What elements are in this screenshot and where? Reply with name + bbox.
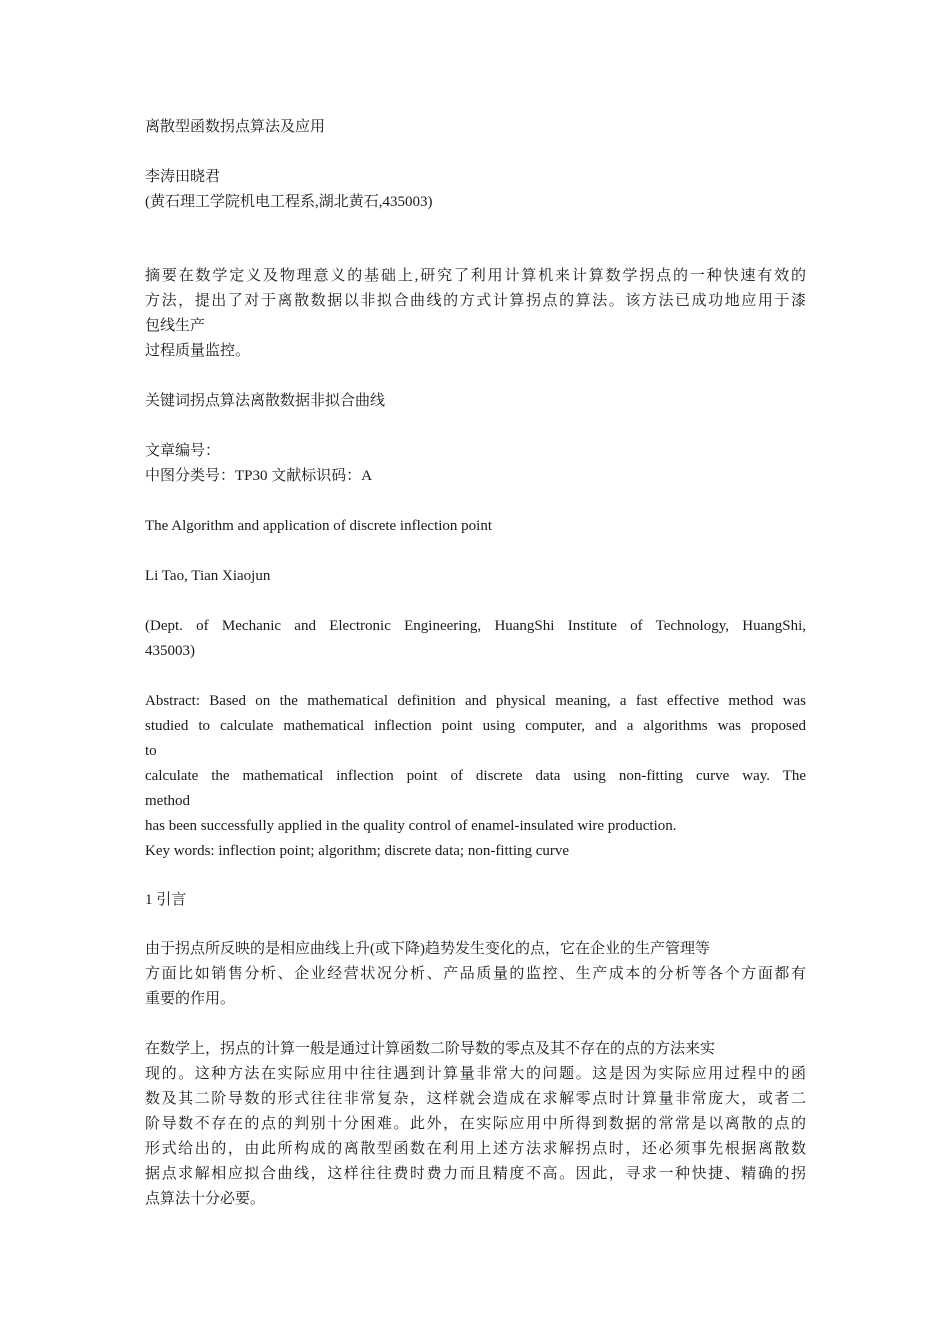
paragraph-2-line-1: 在数学上，拐点的计算一般是通过计算函数二阶导数的零点及其不存在的点的方法来实 xyxy=(145,1041,716,1057)
chinese-authors: 李涛田晓君 xyxy=(145,169,221,185)
paragraph-1-line-1: 由于拐点所反映的是相应曲线上升(或下降)趋势发生变化的点，它在企业的生产管理等 xyxy=(145,941,710,957)
section-heading: 1 引言 xyxy=(145,892,187,908)
chinese-title: 离散型函数拐点算法及应用 xyxy=(145,119,326,135)
english-abstract-line-1: Abstract: Based on the mathematical definition and physical meaning, a fast effective method was xyxy=(145,693,806,709)
paragraph-2-line-2: 现的。这种方法在实际应用中往往遇到计算量非常大的问题。这是因为实际应用过程中的函 xyxy=(145,1066,806,1082)
english-authors: Li Tao, Tian Xiaojun xyxy=(145,568,271,584)
paragraph-2-line-3: 数及其二阶导数的形式往往非常复杂，这样就会造成在求解零点时计算量非常庞大，或者二 xyxy=(145,1091,806,1107)
chinese-abstract-line-3: 包线生产 xyxy=(145,318,206,334)
chinese-abstract-line-1: 摘要在数学定义及物理意义的基础上,研究了利用计算机来计算数学拐点的一种快速有效的 xyxy=(145,268,806,284)
english-abstract-line-4: calculate the mathematical inflection point of discrete data using non-fitting curve way. The xyxy=(145,768,806,784)
english-abstract-line-3: to xyxy=(145,743,157,759)
chinese-abstract-line-2: 方法，提出了对于离散数据以非拟合曲线的方式计算拐点的算法。该方法已成功地应用于漆 xyxy=(145,293,806,309)
article-number: 文章编号： xyxy=(145,443,221,459)
english-abstract-line-5: method xyxy=(145,793,190,809)
paragraph-2-line-4: 阶导数不存在的点的判别十分困难。此外，在实际应用中所得到数据的常常是以离散的点的 xyxy=(145,1116,806,1132)
paragraph-1-line-2: 方面比如销售分析、企业经营状况分析、产品质量的监控、生产成本的分析等各个方面都有 xyxy=(145,966,806,982)
english-keywords: Key words: inflection point; algorithm; discrete data; non-fitting curve xyxy=(145,843,570,859)
english-affiliation-line-1: (Dept. of Mechanic and Electronic Engineering, HuangShi Institute of Technology, HuangShi, xyxy=(145,618,806,634)
english-abstract-line-6: has been successfully applied in the quality control of enamel-insulated wire production. xyxy=(145,818,677,834)
paragraph-2-line-6: 据点求解相应拟合曲线，这样往往费时费力而且精度不高。因此，寻求一种快捷、精确的拐 xyxy=(145,1166,806,1182)
chinese-abstract-line-4: 过程质量监控。 xyxy=(145,343,251,359)
english-abstract-line-2: studied to calculate mathematical inflection point using computer, and a algorithms was proposed xyxy=(145,718,806,734)
chinese-affiliation: (黄石理工学院机电工程系,湖北黄石,435003) xyxy=(145,194,433,210)
chinese-keywords: 关键词拐点算法离散数据非拟合曲线 xyxy=(145,393,386,409)
paragraph-2-line-7: 点算法十分必要。 xyxy=(145,1191,266,1207)
english-affiliation-line-2: 435003) xyxy=(145,643,195,659)
paragraph-2-line-5: 形式给出的，由此所构成的离散型函数在利用上述方法求解拐点时，还必须事先根据离散数 xyxy=(145,1141,806,1157)
classification-code: 中图分类号：TP30 文献标识码：A xyxy=(145,468,373,484)
english-title: The Algorithm and application of discrete inflection point xyxy=(145,518,492,534)
paragraph-1-line-3: 重要的作用。 xyxy=(145,991,236,1007)
